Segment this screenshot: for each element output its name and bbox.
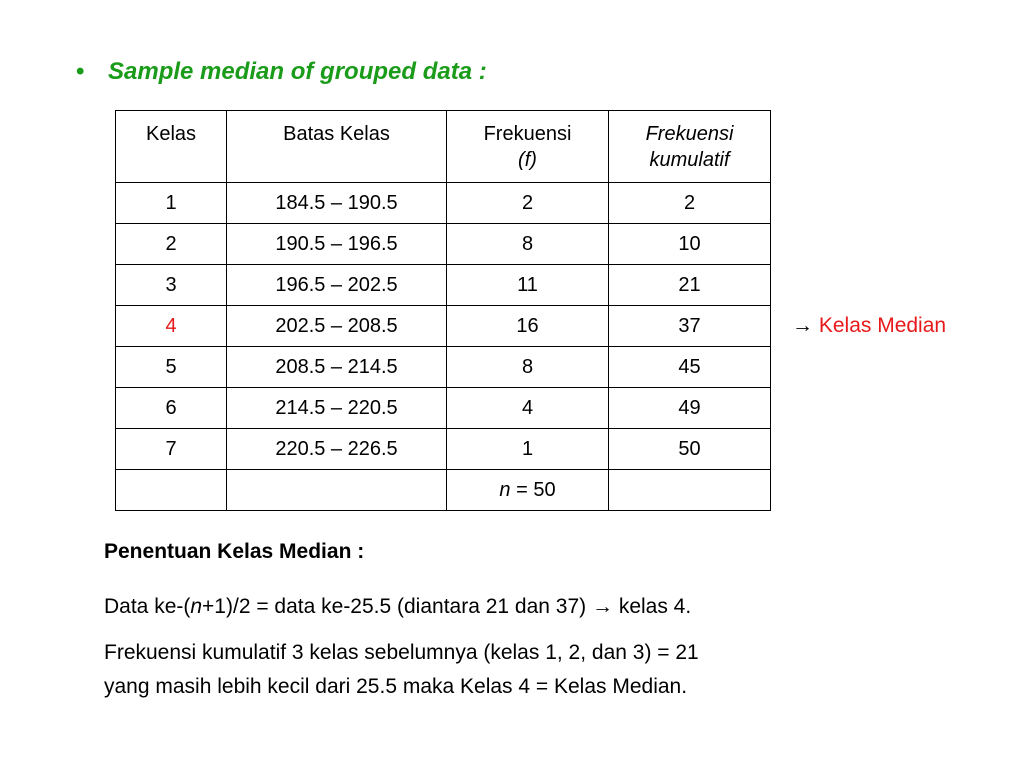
cell-frekuensi: 4 xyxy=(447,388,609,429)
table-row xyxy=(116,429,771,470)
cell-batas: 196.5 – 202.5 xyxy=(227,265,447,306)
cell-kelas: 5 xyxy=(116,347,227,388)
median-reasoning-text xyxy=(104,636,699,704)
cell-kelas: 3 xyxy=(116,265,227,306)
cell-frekuensi: 2 xyxy=(447,183,609,224)
table-row xyxy=(116,265,771,306)
cell-batas: 190.5 – 196.5 xyxy=(227,224,447,265)
table-header-row xyxy=(116,111,771,183)
cell-kelas: 2 xyxy=(116,224,227,265)
median-class-note xyxy=(792,314,946,338)
header-frekuensi-kumulatif xyxy=(609,111,771,183)
cell-kumulatif: 21 xyxy=(609,265,771,306)
reasoning-line-1: Frekuensi kumulatif 3 kelas sebelumnya (kelas 1, 2, dan 3) = 21 xyxy=(104,641,699,664)
cell-batas: 214.5 – 220.5 xyxy=(227,388,447,429)
table-row xyxy=(116,388,771,429)
text-segment: Data ke-( xyxy=(104,595,191,618)
cell-empty xyxy=(227,470,447,511)
cell-kumulatif: 10 xyxy=(609,224,771,265)
cell-batas: 220.5 – 226.5 xyxy=(227,429,447,470)
header-kumulatif-line2: kumulatif xyxy=(649,149,730,171)
bullet-icon: • xyxy=(76,58,85,85)
header-frekuensi xyxy=(447,111,609,183)
cell-kumulatif: 2 xyxy=(609,183,771,224)
cell-batas: 208.5 – 214.5 xyxy=(227,347,447,388)
section-title: Penentuan Kelas Median : xyxy=(104,540,365,563)
n-symbol: n xyxy=(190,595,203,618)
header-kelas: Kelas xyxy=(116,111,227,183)
cell-kelas: 1 xyxy=(116,183,227,224)
header-kumulatif-line1: Frekuensi xyxy=(645,123,734,145)
slide-heading xyxy=(76,58,487,86)
heading-text: Sample median of grouped data : xyxy=(108,58,487,85)
cell-kumulatif: 50 xyxy=(609,429,771,470)
table-total-row xyxy=(116,470,771,511)
table-row xyxy=(116,224,771,265)
table-row xyxy=(116,183,771,224)
cell-kumulatif: 45 xyxy=(609,347,771,388)
table-row-median xyxy=(116,306,771,347)
cell-empty xyxy=(609,470,771,511)
cell-kelas-median: 4 xyxy=(116,306,227,347)
cell-frekuensi: 1 xyxy=(447,429,609,470)
n-symbol: n xyxy=(499,478,511,501)
grouped-data-table xyxy=(115,110,771,511)
cell-kelas: 6 xyxy=(116,388,227,429)
cell-batas: 202.5 – 208.5 xyxy=(227,306,447,347)
right-arrow-icon: → xyxy=(591,595,613,618)
table-row xyxy=(116,347,771,388)
right-arrow-icon: → xyxy=(792,314,813,337)
median-position-text xyxy=(104,590,691,624)
header-batas-kelas: Batas Kelas xyxy=(227,111,447,183)
cell-frekuensi: 11 xyxy=(447,265,609,306)
cell-total-n xyxy=(447,470,609,511)
median-class-label: Kelas Median xyxy=(818,314,947,337)
n-value: 50 xyxy=(533,478,556,501)
cell-frekuensi: 8 xyxy=(447,347,609,388)
text-segment: kelas 4. xyxy=(612,595,692,618)
cell-frekuensi: 16 xyxy=(447,306,609,347)
text-segment: +1)/2 = data ke-25.5 (diantara 21 dan 37) xyxy=(202,595,592,618)
cell-kumulatif: 49 xyxy=(609,388,771,429)
cell-kelas: 7 xyxy=(116,429,227,470)
equals-sign: = xyxy=(510,478,534,501)
cell-kumulatif: 37 xyxy=(609,306,771,347)
reasoning-line-2: yang masih lebih kecil dari 25.5 maka Kelas 4 = Kelas Median. xyxy=(104,675,688,698)
header-frekuensi-symbol: (f) xyxy=(518,149,537,171)
cell-empty xyxy=(116,470,227,511)
cell-frekuensi: 8 xyxy=(447,224,609,265)
header-frekuensi-label: Frekuensi xyxy=(483,123,572,145)
cell-batas: 184.5 – 190.5 xyxy=(227,183,447,224)
